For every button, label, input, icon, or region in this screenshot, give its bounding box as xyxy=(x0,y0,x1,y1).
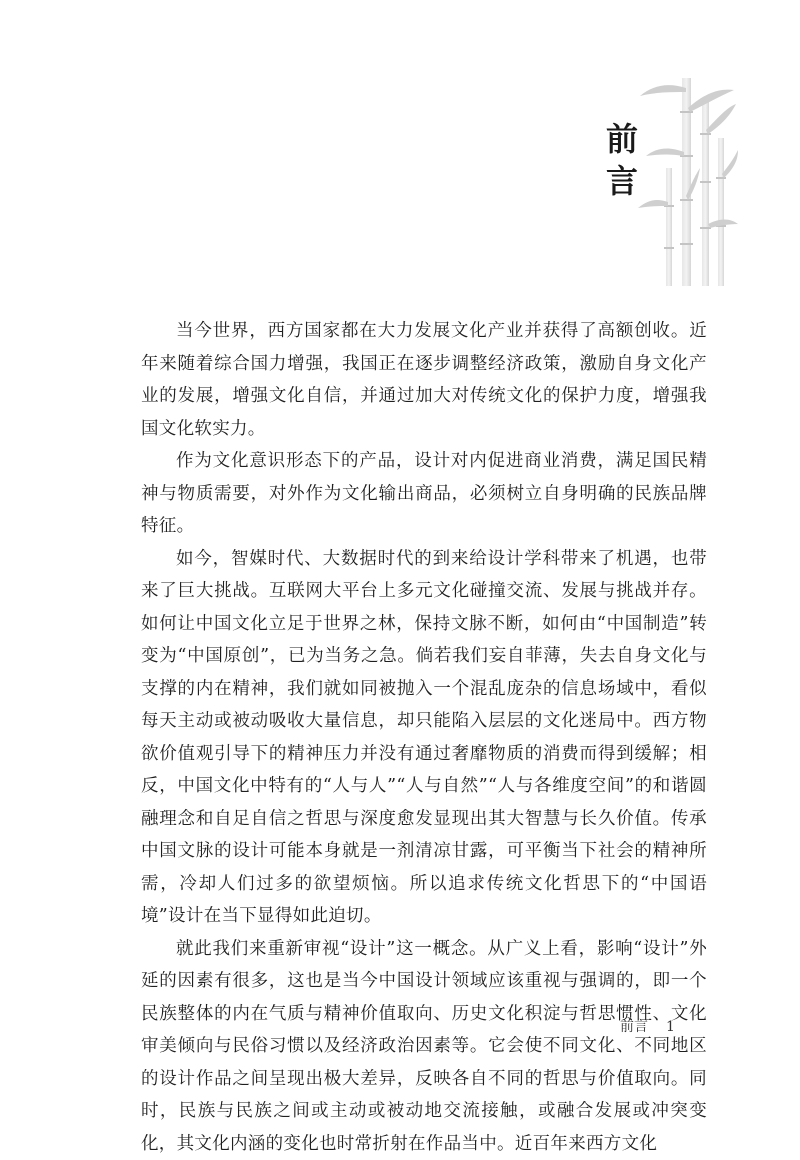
paragraph-2: 作为文化意识形态下的产品，设计对内促进商业消费，满足国民精神与物质需要，对外作为文化输出商品，必须树立自身明确的民族品牌特征。 xyxy=(141,445,707,543)
title-char-1: 前 xyxy=(596,118,648,160)
page-footer xyxy=(620,1016,720,1036)
paragraph-3: 如今，智媒时代、大数据时代的到来给设计学科带来了机遇，也带来了巨大挑战。互联网大平台上多元文化碰撞交流、发展与挑战并存。如何让中国文化立足于世界之林，保持文脉不断，如何由“中国制造”转变为“中国原创”，已为当务之急。倘若我们妄自菲薄，失去自身文化与支撑的内在精神，我们就如同被抛入一个混乱庞杂的信息场域中，看似每天主动或被动吸收大量信息，却只能陷入层层的文化迷局中。西方物欲价值观引导下的精神压力并没有通过奢靡物质的消费而得到缓解；相反，中国文化中特有的“人与人”“人与自然”“人与各维度空间”的和谐圆融理念和自足自信之哲思与深度愈发显现出其大智慧与长久价值。传承中国文脉的设计可能本身就是一剂清凉甘露，可平衡当下社会的精神所需，冷却人们过多的欲望烦恼。所以追求传统文化哲思下的“中国语境”设计在当下显得如此迫切。 xyxy=(141,543,707,933)
paragraph-1: 当今世界，西方国家都在大力发展文化产业并获得了高额创收。近年来随着综合国力增强，我国正在逐步调整经济政策，激励自身文化产业的发展，增强文化自信，并通过加大对传统文化的保护力度，增强我国文化软实力。 xyxy=(141,315,707,445)
title-char-2: 言 xyxy=(596,160,648,202)
page-title xyxy=(596,118,648,202)
footer-section-label: 前言 xyxy=(620,1019,648,1035)
page-number: 1 xyxy=(666,1019,675,1035)
paragraph-4: 就此我们来重新审视“设计”这一概念。从广义上看，影响“设计”外延的因素有很多，这也是当今中国设计领域应该重视与强调的，即一个民族整体的内在气质与精神价值取向、历史文化积淀与哲思惯性、文化审美倾向与民俗习惯以及经济政治因素等。它会使不同文化、不同地区的设计作品之间呈现出极大差异，反映各自不同的哲思与价值取向。同时，民族与民族之间或主动或被动地交流接触，或融合发展或冲突变化，其文化内涵的变化也时常折射在作品当中。近百年来西方文化 xyxy=(141,933,707,1160)
